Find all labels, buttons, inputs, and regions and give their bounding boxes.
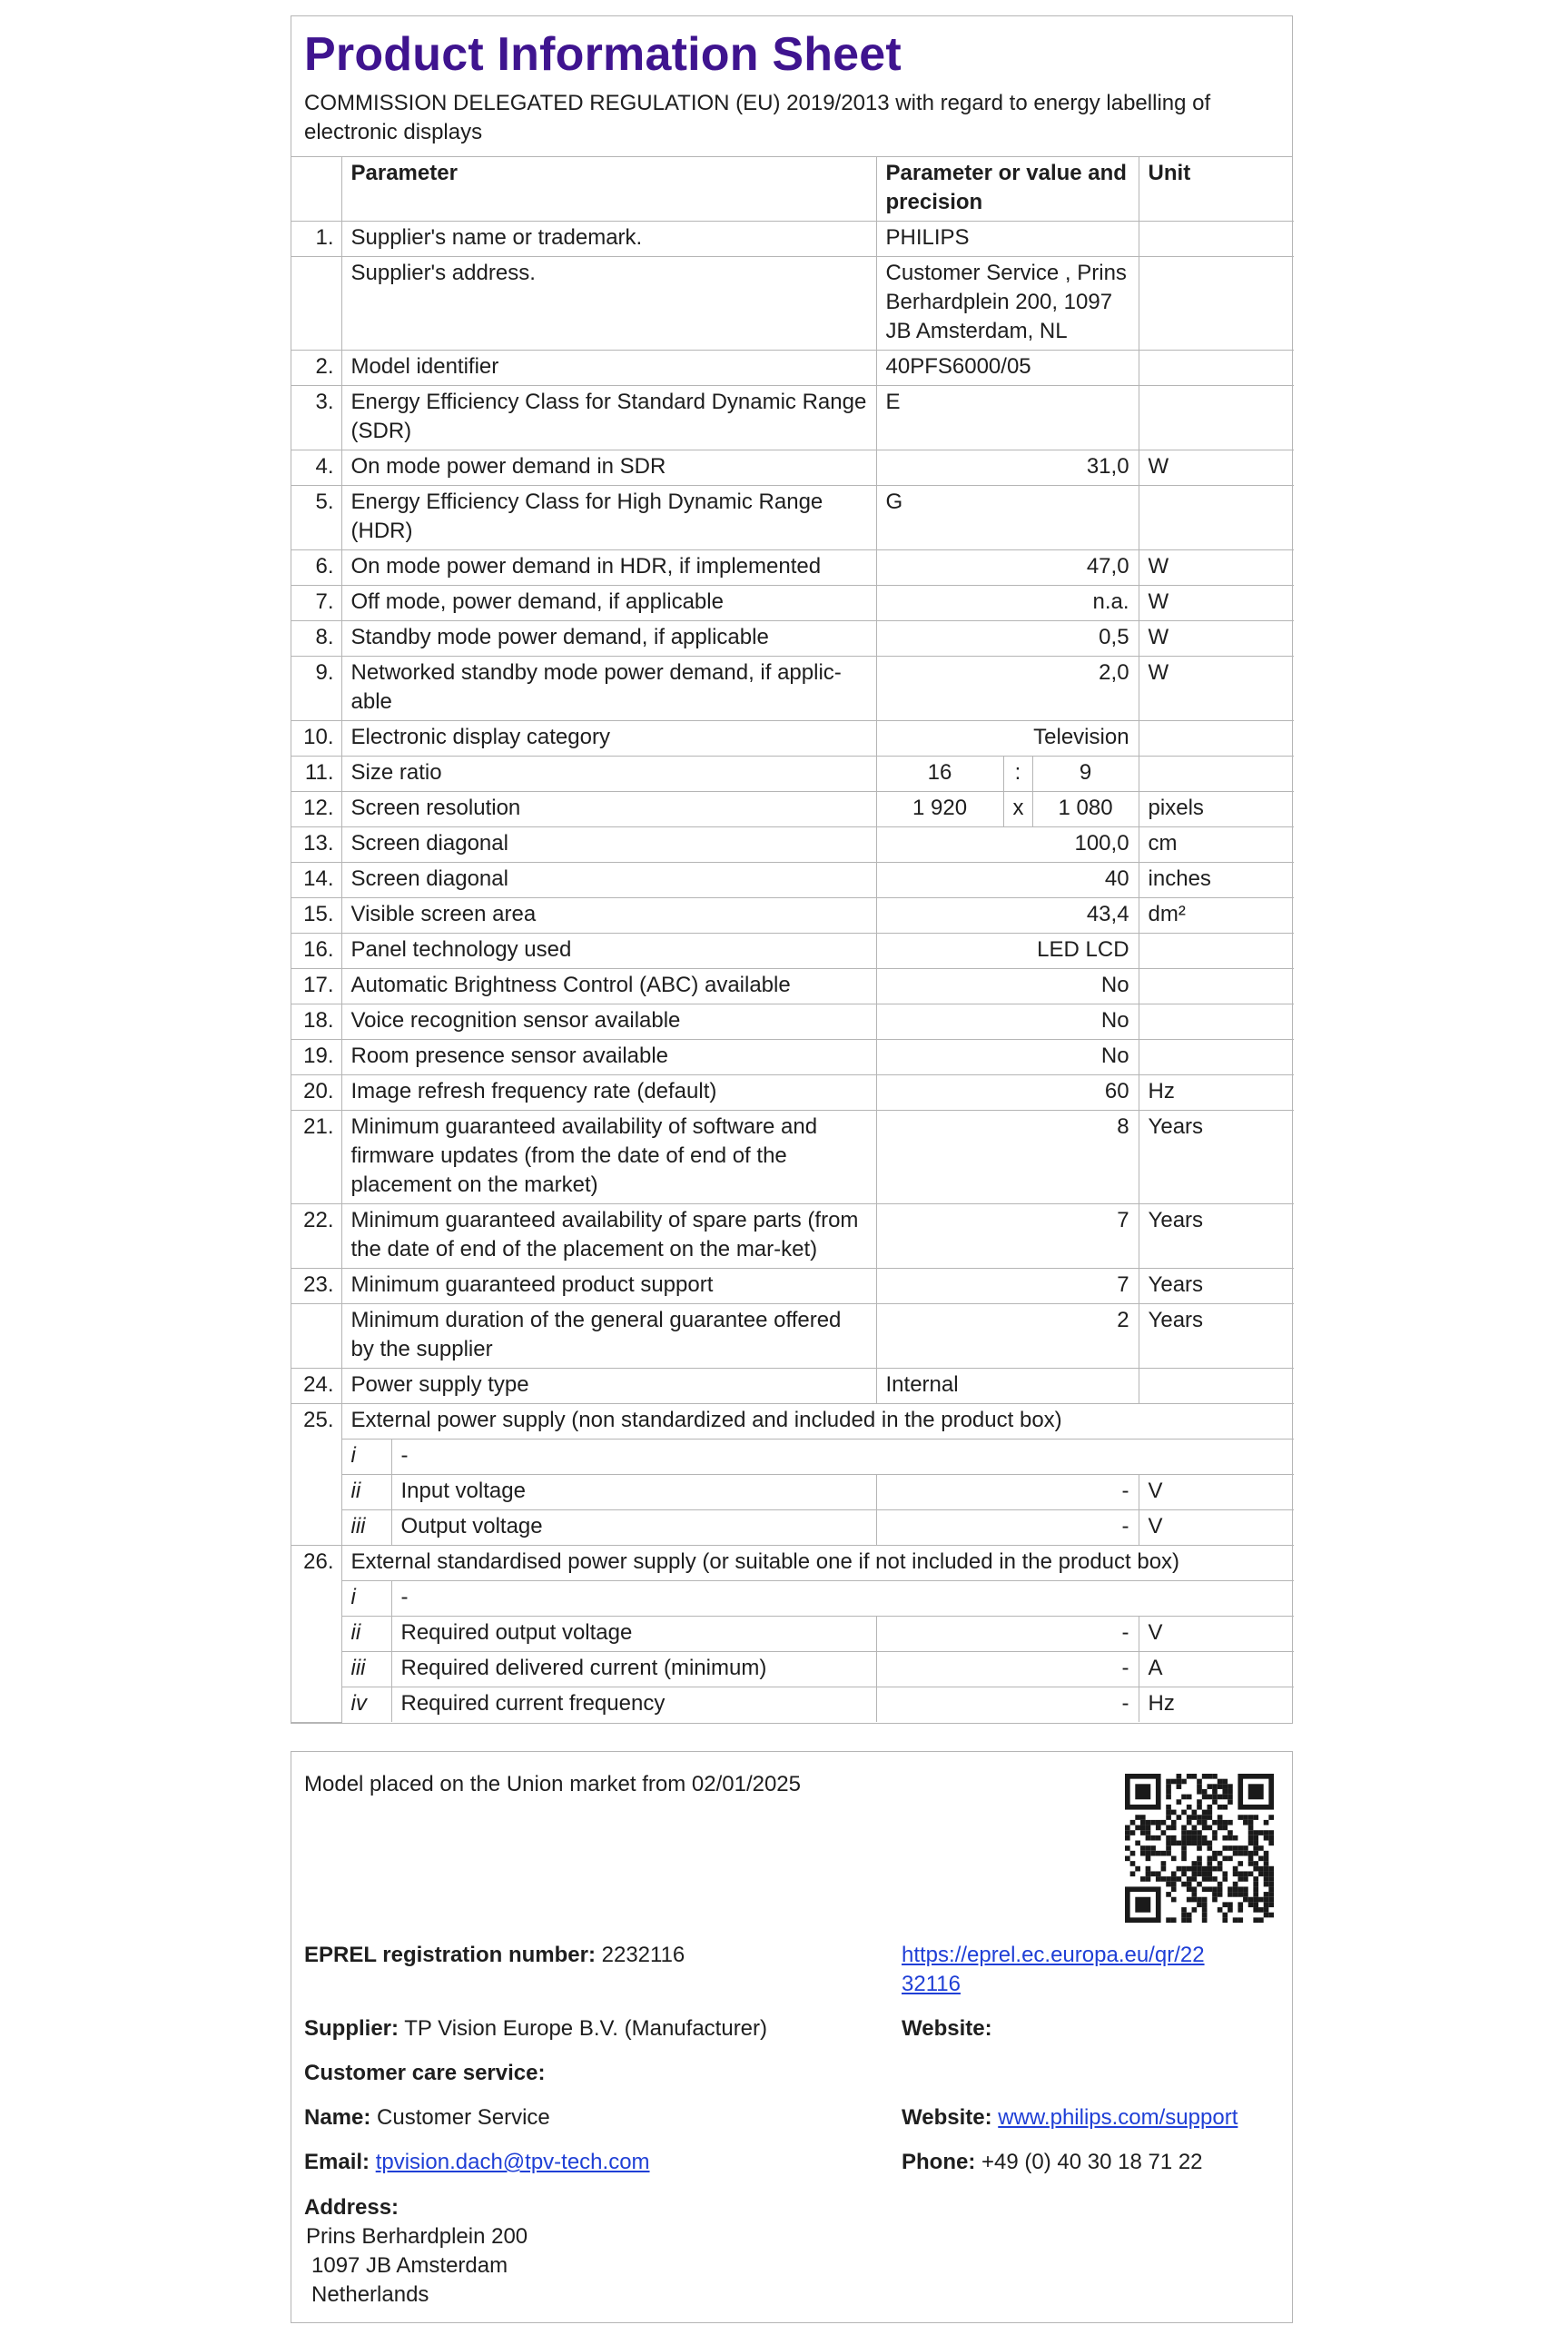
row-unit bbox=[1139, 934, 1294, 969]
website-line bbox=[902, 2103, 1238, 2132]
regulation-subtitle: COMMISSION DELEGATED REGULATION (EU) 2019/2013 with regard to energy labelling of electronic displays bbox=[304, 91, 1211, 144]
row-label: Standby mode power demand, if applicable bbox=[341, 621, 876, 657]
row-unit: cm bbox=[1139, 827, 1294, 863]
row-number: 26. bbox=[291, 1546, 341, 1723]
phone-value: +49 (0) 40 30 18 71 22 bbox=[981, 2150, 1203, 2174]
table-row bbox=[291, 1204, 1294, 1269]
table-row bbox=[291, 1404, 1294, 1440]
row-label: Automatic Brightness Control (ABC) available bbox=[341, 969, 876, 1004]
row-value: 2,0 bbox=[876, 657, 1139, 721]
row-unit: W bbox=[1139, 550, 1294, 586]
address-line-3: Netherlands bbox=[311, 2282, 429, 2307]
subrow-numeral: iv bbox=[341, 1687, 391, 1723]
row-label: On mode power demand in SDR bbox=[341, 450, 876, 486]
subrow-unit: A bbox=[1139, 1652, 1294, 1687]
row-unit: Years bbox=[1139, 1304, 1294, 1369]
table-row bbox=[291, 792, 1294, 827]
name-label: Name: bbox=[304, 2105, 371, 2130]
row-value-a: 1 920 bbox=[876, 792, 1003, 827]
row-value-a: 16 bbox=[876, 757, 1003, 792]
row-value-b: 1 080 bbox=[1032, 792, 1139, 827]
table-row bbox=[291, 898, 1294, 934]
subrow-value: - bbox=[876, 1687, 1139, 1723]
table-row bbox=[291, 1040, 1294, 1075]
table-subrow bbox=[291, 1581, 1294, 1617]
subrow-unit: Hz bbox=[1139, 1687, 1294, 1723]
name-line bbox=[304, 2103, 550, 2132]
parameter-table bbox=[291, 157, 1294, 1723]
table-row bbox=[291, 486, 1294, 550]
row-label: Energy Efficiency Class for Standard Dynamic Range (SDR) bbox=[341, 386, 876, 450]
table-row bbox=[291, 757, 1294, 792]
row-label: Minimum guaranteed product support bbox=[341, 1269, 876, 1304]
table-subrow bbox=[291, 1687, 1294, 1723]
row-unit bbox=[1139, 757, 1294, 792]
row-number: 23. bbox=[291, 1269, 341, 1304]
num-header bbox=[291, 157, 341, 222]
row-label: Energy Efficiency Class for High Dynamic Range (HDR) bbox=[341, 486, 876, 550]
subrow-numeral: ii bbox=[341, 1617, 391, 1652]
table-row bbox=[291, 450, 1294, 486]
table-row bbox=[291, 934, 1294, 969]
title-block bbox=[291, 16, 1292, 157]
row-value: 43,4 bbox=[876, 898, 1139, 934]
row-number: 13. bbox=[291, 827, 341, 863]
table-row bbox=[291, 1269, 1294, 1304]
row-unit: Years bbox=[1139, 1111, 1294, 1204]
subrow-value: - bbox=[876, 1510, 1139, 1546]
row-unit: dm² bbox=[1139, 898, 1294, 934]
row-label: Electronic display category bbox=[341, 721, 876, 757]
subrow-numeral: iii bbox=[341, 1652, 391, 1687]
row-value: 31,0 bbox=[876, 450, 1139, 486]
row-label: External power supply (non standardized and included in the product box) bbox=[341, 1404, 1294, 1440]
row-unit: Years bbox=[1139, 1204, 1294, 1269]
supplier-name: TP Vision Europe B.V. (Manufacturer) bbox=[404, 2016, 768, 2041]
subrow-unit: V bbox=[1139, 1475, 1294, 1510]
row-unit: Years bbox=[1139, 1269, 1294, 1304]
row-value: 0,5 bbox=[876, 621, 1139, 657]
table-row bbox=[291, 1004, 1294, 1040]
table-row bbox=[291, 721, 1294, 757]
subrow-value: - bbox=[876, 1475, 1139, 1510]
row-value: 40 bbox=[876, 863, 1139, 898]
table-subrow bbox=[291, 1475, 1294, 1510]
row-value: 40PFS6000/05 bbox=[876, 351, 1139, 386]
address-line-2: 1097 JB Amsterdam bbox=[311, 2253, 508, 2278]
table-row bbox=[291, 1111, 1294, 1204]
table-subrow bbox=[291, 1510, 1294, 1546]
row-unit: W bbox=[1139, 657, 1294, 721]
parameter-header: Parameter bbox=[341, 157, 876, 222]
subrow-numeral: i bbox=[341, 1581, 391, 1617]
subrow-label: Required delivered current (minimum) bbox=[391, 1652, 876, 1687]
row-value: No bbox=[876, 1004, 1139, 1040]
row-value: 7 bbox=[876, 1269, 1139, 1304]
row-label: Room presence sensor available bbox=[341, 1040, 876, 1075]
row-value: Internal bbox=[876, 1369, 1139, 1404]
row-number: 11. bbox=[291, 757, 341, 792]
table-row bbox=[291, 386, 1294, 450]
row-unit bbox=[1139, 386, 1294, 450]
row-number: 18. bbox=[291, 1004, 341, 1040]
subrow-numeral: iii bbox=[341, 1510, 391, 1546]
eprel-number: 2232116 bbox=[601, 1943, 685, 1967]
row-unit: inches bbox=[1139, 863, 1294, 898]
subrow-numeral: i bbox=[341, 1440, 391, 1475]
row-label: Supplier's name or trademark. bbox=[341, 222, 876, 257]
row-label: On mode power demand in HDR, if implemented bbox=[341, 550, 876, 586]
row-number: 22. bbox=[291, 1204, 341, 1269]
subrow-label: - bbox=[391, 1581, 1294, 1617]
row-number: 14. bbox=[291, 863, 341, 898]
row-value-separator: : bbox=[1003, 757, 1032, 792]
subrow-label: Output voltage bbox=[391, 1510, 876, 1546]
row-value: E bbox=[876, 386, 1139, 450]
table-header-row bbox=[291, 157, 1294, 222]
market-date-text: Model placed on the Union market from 02/01/2025 bbox=[304, 1772, 801, 1796]
row-unit: W bbox=[1139, 621, 1294, 657]
website-label-1: Website: bbox=[902, 2016, 992, 2041]
row-value-separator: x bbox=[1003, 792, 1032, 827]
eprel-line bbox=[304, 1941, 685, 1970]
website-link[interactable]: www.philips.com/support bbox=[998, 2105, 1238, 2130]
row-unit bbox=[1139, 721, 1294, 757]
row-value: 8 bbox=[876, 1111, 1139, 1204]
subrow-value: - bbox=[876, 1652, 1139, 1687]
row-label: Voice recognition sensor available bbox=[341, 1004, 876, 1040]
supplier-label: Supplier: bbox=[304, 2016, 399, 2041]
row-number: 2. bbox=[291, 351, 341, 386]
eprel-link-line-2[interactable]: 32116 bbox=[902, 1972, 961, 1996]
row-number bbox=[291, 1304, 341, 1369]
row-label: Visible screen area bbox=[341, 898, 876, 934]
row-unit bbox=[1139, 1369, 1294, 1404]
name-value: Customer Service bbox=[377, 2105, 550, 2130]
row-unit: pixels bbox=[1139, 792, 1294, 827]
supplier-info-box bbox=[291, 1751, 1293, 2323]
phone-label: Phone: bbox=[902, 2150, 976, 2174]
row-number: 1. bbox=[291, 222, 341, 257]
row-value: G bbox=[876, 486, 1139, 550]
row-unit: Hz bbox=[1139, 1075, 1294, 1111]
row-unit bbox=[1139, 1040, 1294, 1075]
subrow-numeral: ii bbox=[341, 1475, 391, 1510]
row-label: Minimum guaranteed availability of spare parts (from the date of end of the placement on the mar-ket) bbox=[341, 1204, 876, 1269]
row-value: n.a. bbox=[876, 586, 1139, 621]
page-title: Product Information Sheet bbox=[304, 28, 902, 81]
row-number: 7. bbox=[291, 586, 341, 621]
subrow-label: - bbox=[391, 1440, 1294, 1475]
row-number: 20. bbox=[291, 1075, 341, 1111]
row-number: 16. bbox=[291, 934, 341, 969]
supplier-line bbox=[304, 2014, 767, 2043]
row-value: No bbox=[876, 1040, 1139, 1075]
table-row bbox=[291, 586, 1294, 621]
row-value: 2 bbox=[876, 1304, 1139, 1369]
row-label: Image refresh frequency rate (default) bbox=[341, 1075, 876, 1111]
product-information-sheet bbox=[291, 15, 1293, 1724]
row-label: Screen diagonal bbox=[341, 863, 876, 898]
row-label: Size ratio bbox=[341, 757, 876, 792]
row-number: 10. bbox=[291, 721, 341, 757]
row-number: 17. bbox=[291, 969, 341, 1004]
table-subrow bbox=[291, 1617, 1294, 1652]
row-value: 7 bbox=[876, 1204, 1139, 1269]
table-row bbox=[291, 1304, 1294, 1369]
row-label: Networked standby mode power demand, if applic-able bbox=[341, 657, 876, 721]
row-unit: W bbox=[1139, 586, 1294, 621]
row-label: Panel technology used bbox=[341, 934, 876, 969]
row-label: Screen resolution bbox=[341, 792, 876, 827]
row-label: Minimum duration of the general guarantee offered by the supplier bbox=[341, 1304, 876, 1369]
row-number: 25. bbox=[291, 1404, 341, 1546]
unit-header: Unit bbox=[1139, 157, 1294, 222]
row-label: Screen diagonal bbox=[341, 827, 876, 863]
row-number: 3. bbox=[291, 386, 341, 450]
table-subrow bbox=[291, 1440, 1294, 1475]
row-value: No bbox=[876, 969, 1139, 1004]
email-link[interactable]: tpvision.dach@tpv-tech.com bbox=[375, 2150, 650, 2174]
row-unit bbox=[1139, 1004, 1294, 1040]
row-unit bbox=[1139, 351, 1294, 386]
qr-code-icon[interactable] bbox=[1125, 1774, 1274, 1923]
subrow-label: Input voltage bbox=[391, 1475, 876, 1510]
address-line-1: Prins Berhardplein 200 bbox=[306, 2224, 528, 2249]
row-number: 21. bbox=[291, 1111, 341, 1204]
row-number: 12. bbox=[291, 792, 341, 827]
row-value: 100,0 bbox=[876, 827, 1139, 863]
row-value-b: 9 bbox=[1032, 757, 1139, 792]
row-label: Model identifier bbox=[341, 351, 876, 386]
subrow-value: - bbox=[876, 1617, 1139, 1652]
subrow-unit: V bbox=[1139, 1510, 1294, 1546]
row-value: Television bbox=[876, 721, 1139, 757]
row-number: 8. bbox=[291, 621, 341, 657]
email-line bbox=[304, 2148, 650, 2177]
row-number: 4. bbox=[291, 450, 341, 486]
eprel-link[interactable] bbox=[902, 1941, 1205, 1999]
table-row bbox=[291, 550, 1294, 586]
row-label: Power supply type bbox=[341, 1369, 876, 1404]
table-row bbox=[291, 257, 1294, 351]
customer-care-heading: Customer care service: bbox=[304, 2061, 546, 2085]
row-unit bbox=[1139, 969, 1294, 1004]
row-label: External standardised power supply (or suitable one if not included in the product box) bbox=[341, 1546, 1294, 1581]
row-number: 24. bbox=[291, 1369, 341, 1404]
row-unit bbox=[1139, 222, 1294, 257]
row-value: 60 bbox=[876, 1075, 1139, 1111]
row-value: PHILIPS bbox=[876, 222, 1139, 257]
address-label: Address: bbox=[304, 2195, 399, 2220]
row-number: 19. bbox=[291, 1040, 341, 1075]
eprel-link-line-1[interactable]: https://eprel.ec.europa.eu/qr/22 bbox=[902, 1943, 1205, 1967]
eprel-label: EPREL registration number: bbox=[304, 1943, 596, 1967]
subrow-unit: V bbox=[1139, 1617, 1294, 1652]
row-number: 5. bbox=[291, 486, 341, 550]
row-number: 6. bbox=[291, 550, 341, 586]
row-label: Supplier's address. bbox=[341, 257, 876, 351]
website-label-2: Website: bbox=[902, 2105, 992, 2130]
row-unit bbox=[1139, 486, 1294, 550]
row-label: Off mode, power demand, if applicable bbox=[341, 586, 876, 621]
row-number bbox=[291, 257, 341, 351]
subrow-label: Required current frequency bbox=[391, 1687, 876, 1723]
email-label: Email: bbox=[304, 2150, 370, 2174]
phone-line bbox=[902, 2148, 1203, 2177]
row-unit bbox=[1139, 257, 1294, 351]
row-number: 9. bbox=[291, 657, 341, 721]
table-row bbox=[291, 621, 1294, 657]
table-row bbox=[291, 969, 1294, 1004]
table-subrow bbox=[291, 1652, 1294, 1687]
table-row bbox=[291, 1546, 1294, 1581]
table-row bbox=[291, 1369, 1294, 1404]
row-number: 15. bbox=[291, 898, 341, 934]
table-row bbox=[291, 657, 1294, 721]
row-value: Customer Service , Prins Berhardplein 200, 1097 JB Amsterdam, NL bbox=[876, 257, 1139, 351]
row-value: 47,0 bbox=[876, 550, 1139, 586]
row-value: LED LCD bbox=[876, 934, 1139, 969]
value-header: Parameter or value and precision bbox=[876, 157, 1139, 222]
row-label: Minimum guaranteed availability of software and firmware updates (from the date of end of the placement on the market) bbox=[341, 1111, 876, 1204]
row-unit: W bbox=[1139, 450, 1294, 486]
table-row bbox=[291, 351, 1294, 386]
table-row bbox=[291, 863, 1294, 898]
table-row bbox=[291, 222, 1294, 257]
table-row bbox=[291, 827, 1294, 863]
subrow-label: Required output voltage bbox=[391, 1617, 876, 1652]
table-row bbox=[291, 1075, 1294, 1111]
